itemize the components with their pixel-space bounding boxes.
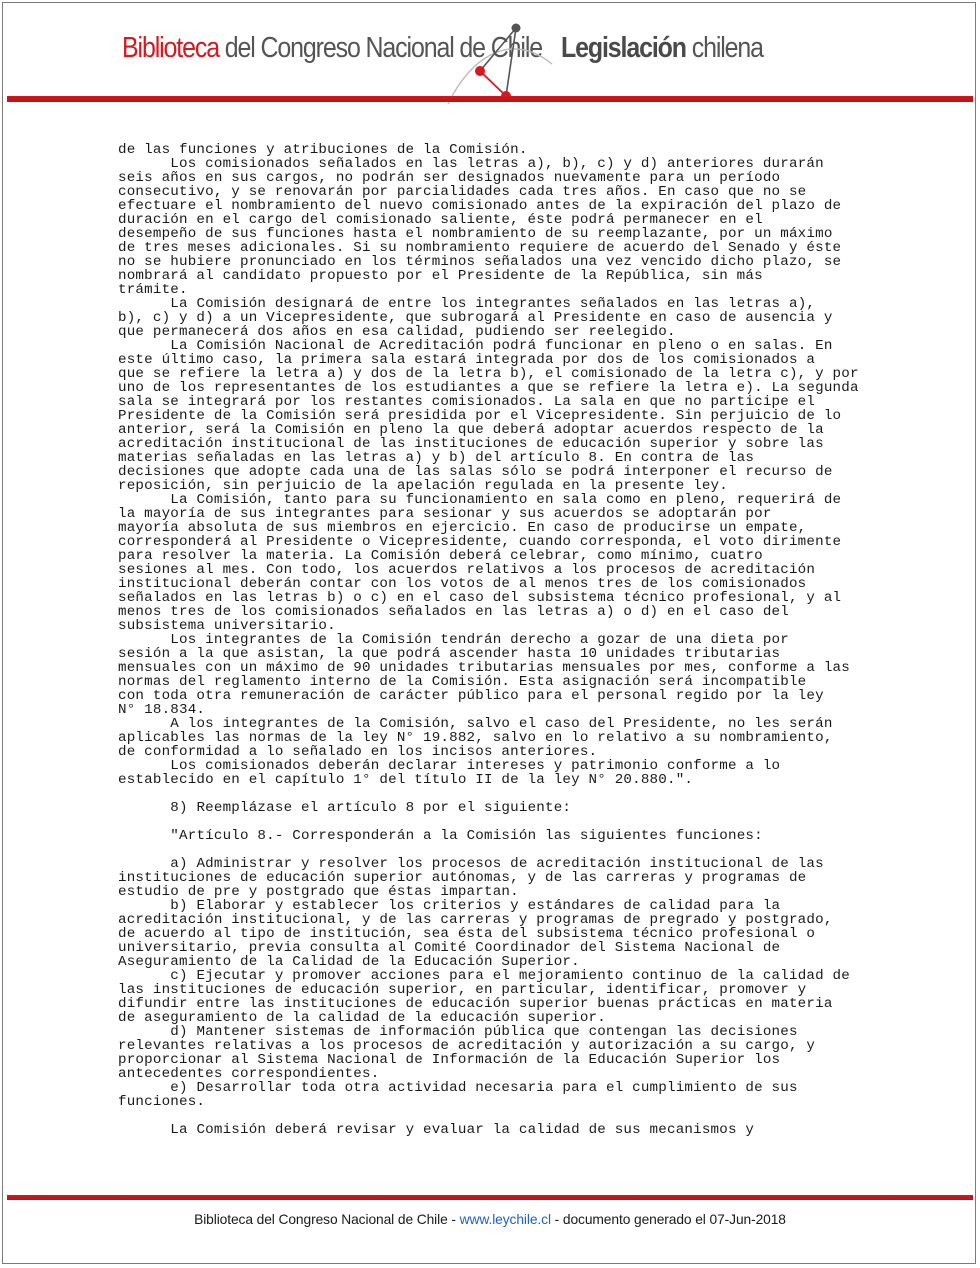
body-line: nombrará al candidato propuesto por el Presidente de la República, sin más	[118, 268, 763, 284]
body-line: Los comisionados señalados en las letras a), b), c) y d) anteriores durarán	[118, 156, 824, 172]
body-line	[118, 843, 918, 857]
body-line: desempeño de sus funciones hasta el nombramiento de su reemplazante, por un máximo	[118, 226, 833, 242]
body-line: funciones.	[118, 1094, 206, 1110]
body-line: no se hubiere pronunciado en los términos señalados una vez vencido dicho plazo, se	[118, 254, 842, 270]
body-line: a) Administrar y resolver los procesos de acreditación institucional de las	[118, 856, 824, 872]
header-divider	[7, 96, 973, 102]
body-line: Aseguramiento de la Calidad de la Educación Superior.	[118, 954, 580, 970]
body-line: c) Ejecutar y promover acciones para el mejoramiento continuo de la calidad de	[118, 968, 850, 984]
body-line: mayoría absoluta de sus miembros en ejercicio. En caso de producirse un empate,	[118, 520, 807, 536]
body-line: de conformidad a lo señalado en los incisos anteriores.	[118, 744, 598, 760]
body-line: materias señaladas en las letras a) y b) del artículo 8. En contra de las	[118, 450, 755, 466]
body-line: subsistema universitario.	[118, 618, 336, 634]
body-line: de las funciones y atribuciones de la Comisión.	[118, 142, 528, 158]
body-line: sesiones al mes. Con todo, los acuerdos relativos a los procesos de acreditación	[118, 562, 816, 578]
footer-divider	[7, 1195, 973, 1200]
body-line	[118, 787, 918, 801]
body-line: de aseguramiento de la calidad de la educación superior.	[118, 1010, 606, 1026]
brand-right-strong: Legislación	[561, 32, 686, 64]
body-line	[118, 815, 918, 829]
body-line: trámite.	[118, 282, 188, 298]
body-line: menos tres de los comisionados señalados en las letras a) o d) en el caso del	[118, 604, 789, 620]
body-line: para resolver la materia. La Comisión deberá celebrar, como mínimo, cuatro	[118, 548, 763, 564]
footer	[0, 1212, 980, 1227]
body-line: aplicables las normas de la ley N° 19.882, salvo en lo relativo a su nombramiento,	[118, 730, 833, 746]
body-line: relevantes relativas a los procesos de acreditación y autorización a su cargo, y	[118, 1038, 816, 1054]
body-line: este último caso, la primera sala estará integrada por dos de los comisionados a	[118, 352, 816, 368]
footer-suffix: - documento generado el 07-Jun-2018	[550, 1212, 786, 1227]
body-line: anterior, será la Comisión en pleno la que deberá adoptar acuerdos respecto de la	[118, 422, 824, 438]
body-line: d) Mantener sistemas de información pública que contengan las decisiones	[118, 1024, 798, 1040]
body-line: institucional deberán contar con los votos de al menos tres de los comisionados	[118, 576, 807, 592]
body-line: b) Elaborar y establecer los criterios y estándares de calidad para la	[118, 898, 781, 914]
body-line: acreditación institucional de las instituciones de educación superior y sobre las	[118, 436, 824, 452]
body-line: señalados en las letras b) o c) en el caso del subsistema técnico profesional, y al	[118, 590, 842, 606]
body-line: de tres meses adicionales. Si su nombramiento requiere de acuerdo del Senado y éste	[118, 240, 842, 256]
brand-accent-word: Biblioteca	[122, 32, 219, 64]
body-line: La Comisión deberá revisar y evaluar la calidad de sus mecanismos y	[118, 1122, 755, 1138]
body-line: seis años en sus cargos, no podrán ser designados nuevamente para un período	[118, 170, 781, 186]
header	[0, 0, 980, 120]
body-line: 8) Reemplázase el artículo 8 por el siguiente:	[118, 800, 572, 816]
brand-right-rest: chilena	[685, 32, 763, 64]
body-line: acreditación institucional, y de las carreras y programas de pregrado y postgrado,	[118, 912, 833, 928]
body-line: las instituciones de educación superior, en particular, identificar, promover y	[118, 982, 807, 998]
body-line: normas del reglamento interno de la Comisión. Esta asignación será incompatible	[118, 674, 807, 690]
body-line: estudio de pre y postgrado que éstas impartan.	[118, 884, 519, 900]
body-line: que se refiere la letra a) y dos de la letra b), el comisionado de la letra c), y por	[118, 366, 859, 382]
body-line: antecedentes correspondientes.	[118, 1066, 380, 1082]
body-line: efectuare el nombramiento del nuevo comisionado antes de la expiración del plazo de	[118, 198, 842, 214]
body-line: mensuales con un máximo de 90 unidades tributarias mensuales por mes, conforme a las	[118, 660, 850, 676]
body-line: la mayoría de sus integrantes para sesionar y sus acuerdos se adoptarán por	[118, 506, 772, 522]
body-line: La Comisión, tanto para su funcionamiento en sala como en pleno, requerirá de	[118, 492, 842, 508]
body-line: e) Desarrollar toda otra actividad necesaria para el cumplimiento de sus	[118, 1080, 798, 1096]
body-line: de acuerdo al tipo de institución, sea ésta del subsistema técnico profesional o	[118, 926, 816, 942]
legislacion-chilena-title[interactable]	[561, 32, 763, 65]
brand-rest: del Congreso Nacional de Chile	[218, 32, 543, 64]
body-line: difundir entre las instituciones de educación superior buenas prácticas en materia	[118, 996, 833, 1012]
body-line: uno de los representantes de los estudiantes a que se refiere la letra e). La segunda	[118, 380, 859, 396]
body-line: La Comisión Nacional de Acreditación podrá funcionar en pleno o en salas. En	[118, 338, 833, 354]
body-line: Los comisionados deberán declarar intereses y patrimonio conforme a lo	[118, 758, 781, 774]
body-line: b), c) y d) a un Vicepresidente, que subrogará al Presidente en caso de ausencia y	[118, 310, 833, 326]
body-line: decisiones que adopte cada una de las salas sólo se podrá interponer el recurso de	[118, 464, 833, 480]
body-line: con toda otra remuneración de carácter público para el personal regido por la ley	[118, 688, 824, 704]
body-line: universitario, previa consulta al Comité Coordinador del Sistema Nacional de	[118, 940, 781, 956]
body-line: sesión a la que asistan, la que podrá ascender hasta 10 unidades tributarias	[118, 646, 781, 662]
body-line: corresponderá al Presidente o Vicepresidente, cuando corresponda, el voto dirimente	[118, 534, 842, 550]
body-line: que permanecerá dos años en esa calidad, pudiendo ser reelegido.	[118, 324, 676, 340]
body-line: A los integrantes de la Comisión, salvo el caso del Presidente, no les serán	[118, 716, 833, 732]
body-line: N° 18.834.	[118, 702, 206, 718]
body-line: reposición, sin perjuicio de la apelación regulada en la presente ley.	[118, 478, 728, 494]
footer-prefix: Biblioteca del Congreso Nacional de Chile -	[194, 1212, 460, 1227]
body-line: proporcionar al Sistema Nacional de Información de la Educación Superior los	[118, 1052, 781, 1068]
body-line: consecutivo, y se renovarán por parcialidades cada tres años. En caso que no se	[118, 184, 807, 200]
body-line: sala se integrará por los restantes comisionados. La sala en que no participe el	[118, 394, 816, 410]
body-line: "Artículo 8.- Corresponderán a la Comisión las siguientes funciones:	[118, 828, 763, 844]
document-body	[118, 143, 918, 1137]
body-line: duración en el cargo del comisionado saliente, éste podrá permanecer en el	[118, 212, 763, 228]
body-line: La Comisión designará de entre los integrantes señalados en las letras a),	[118, 296, 816, 312]
body-line: establecido en el capítulo 1° del título II de la ley N° 20.880.".	[118, 772, 694, 788]
body-line: Presidente de la Comisión será presidida por el Vicepresidente. Sin perjuicio de lo	[118, 408, 842, 424]
body-line: Los integrantes de la Comisión tendrán derecho a gozar de una dieta por	[118, 632, 789, 648]
body-line: instituciones de educación superior autónomas, y de las carreras y programas de	[118, 870, 807, 886]
body-line	[118, 1109, 918, 1123]
footer-link[interactable]: www.leychile.cl	[459, 1212, 551, 1227]
